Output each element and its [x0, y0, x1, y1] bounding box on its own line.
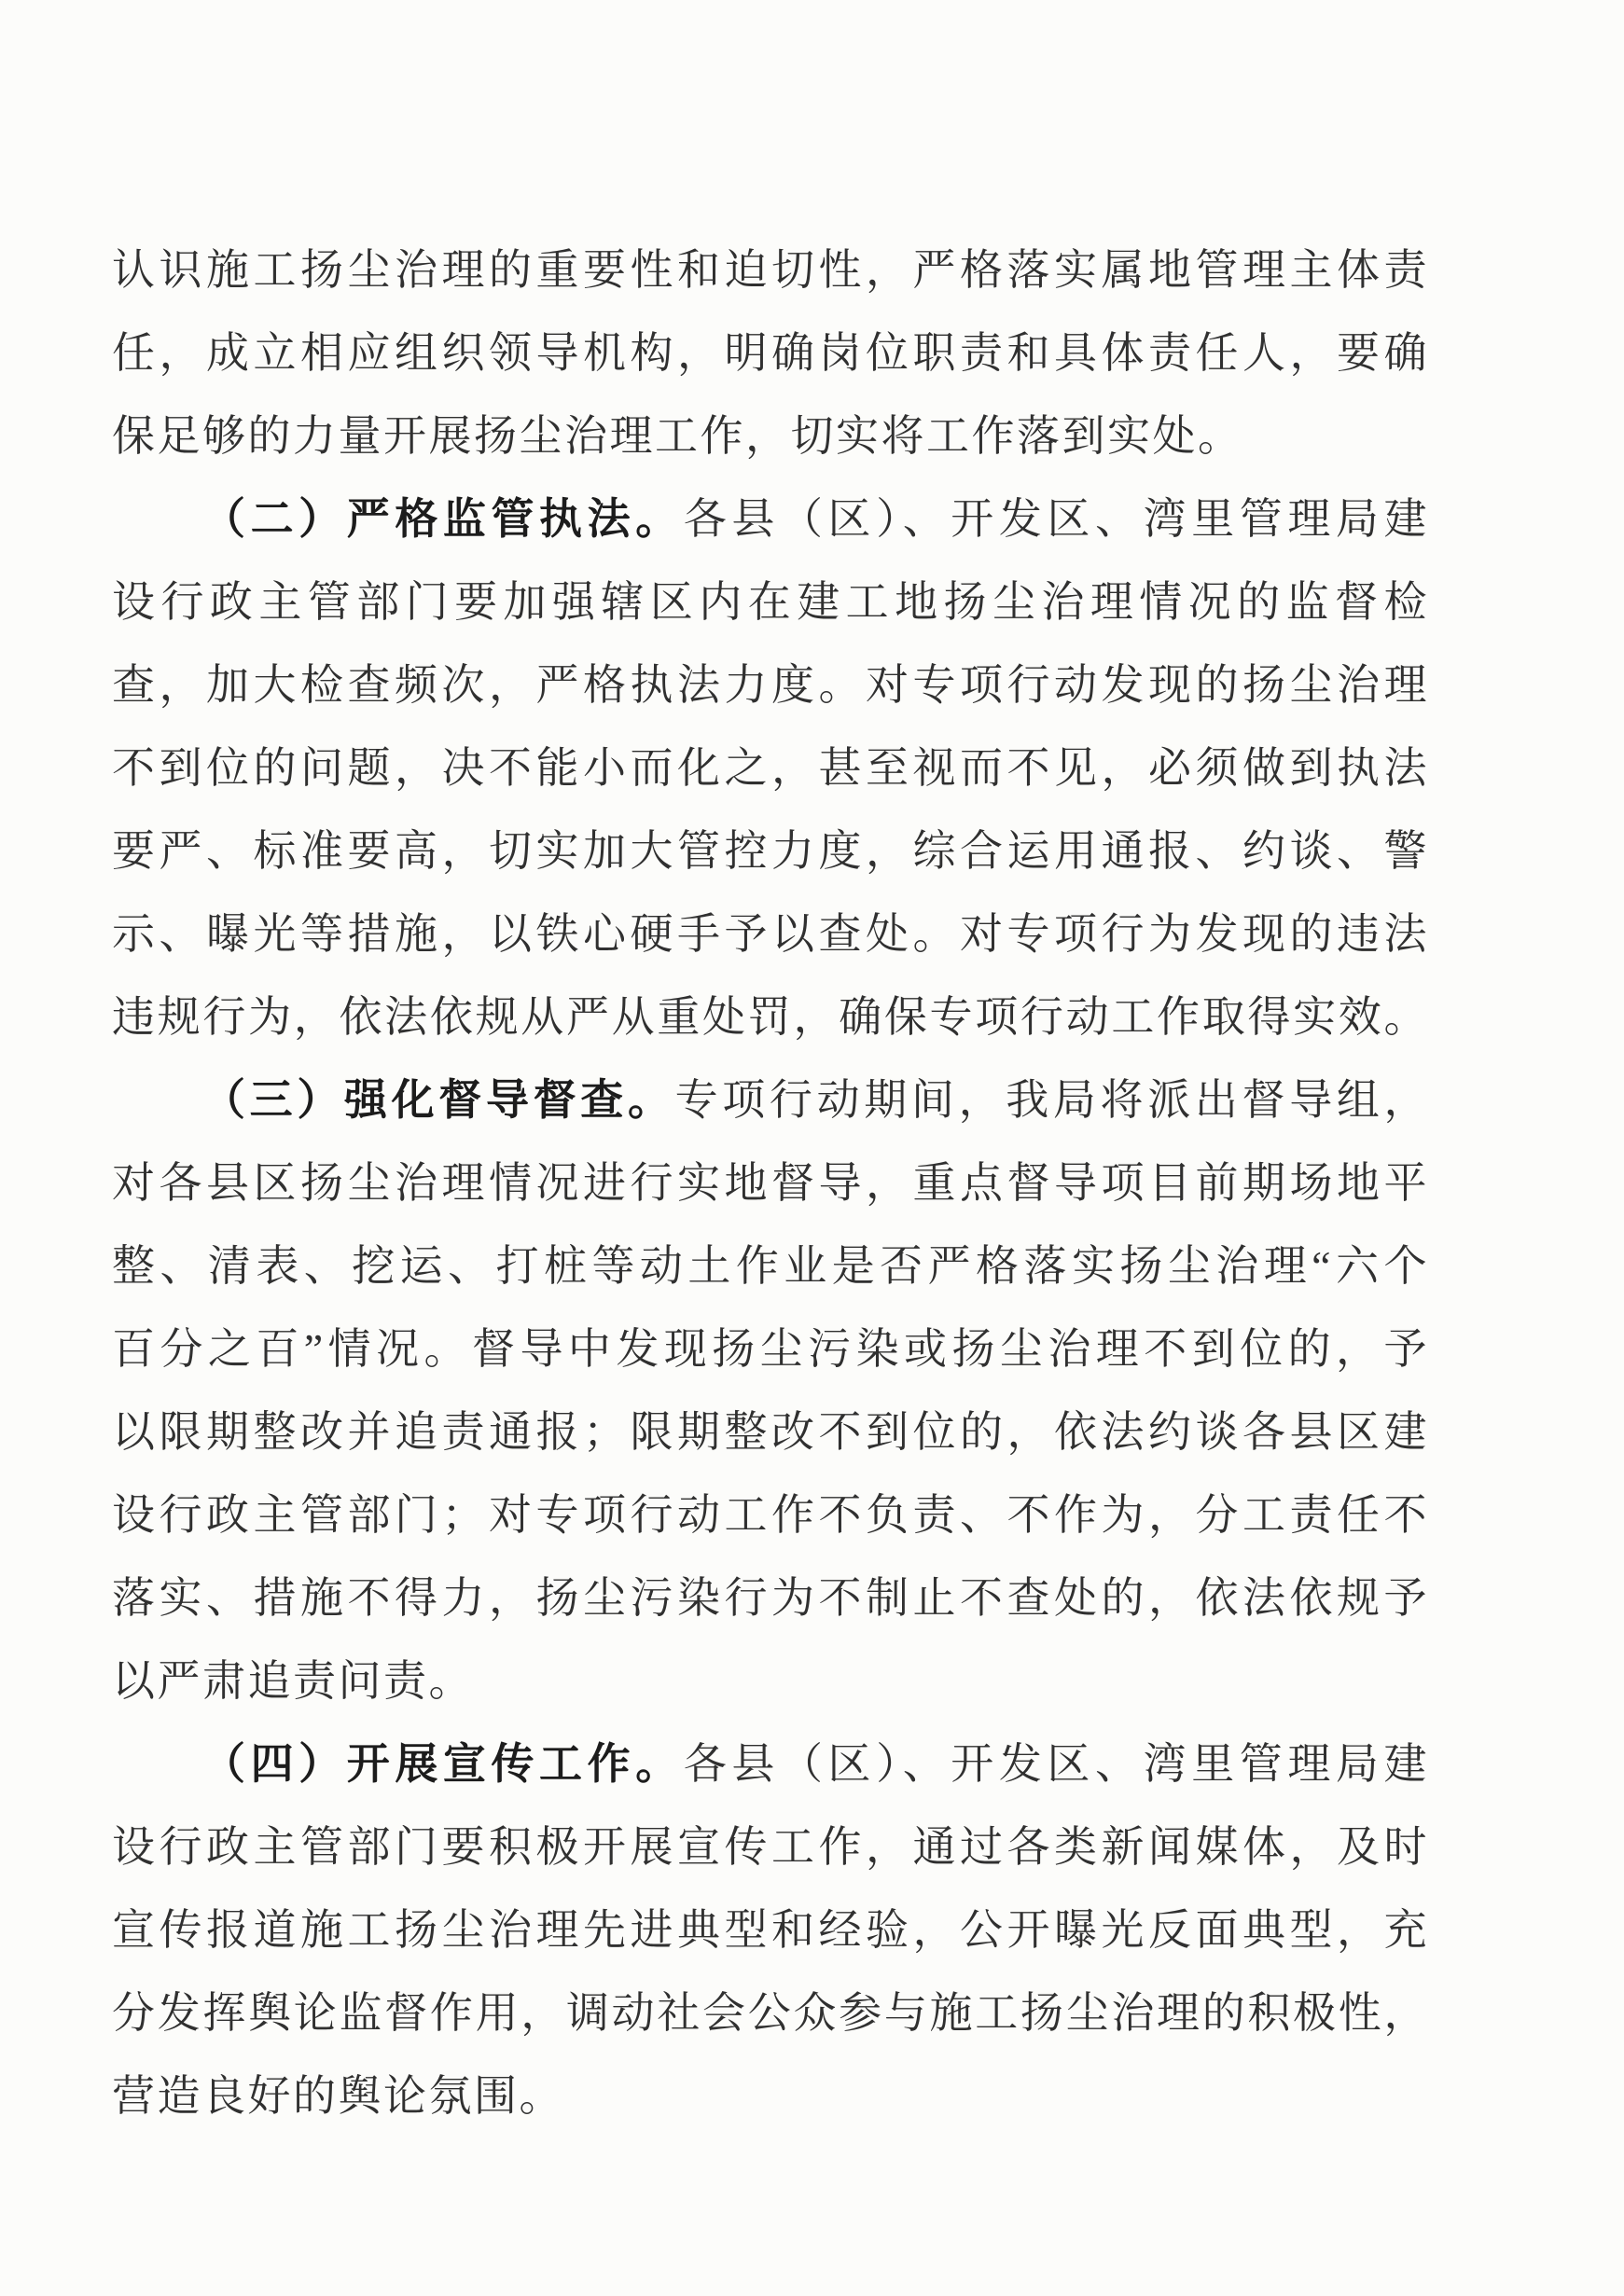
paragraph-line — [112, 975, 1429, 1058]
line-text: 以限期整改并追责通报；限期整改不到位的，依法约谈各县区建 — [112, 1408, 1429, 1456]
paragraph-line — [112, 1141, 1429, 1224]
line-text: 违规行为，依法依规从严从重处罚，确保专项行动工作取得实效。 — [112, 993, 1429, 1041]
section-heading: （二）严格监管执法。 — [202, 495, 684, 543]
paragraph-line-with-section-heading — [112, 477, 1429, 560]
line-text: 查，加大检查频次，严格执法力度。对专项行动发现的扬尘治理 — [112, 661, 1429, 709]
paragraph-line — [112, 643, 1429, 726]
paragraph-line — [112, 892, 1429, 975]
line-text: 对各县区扬尘治理情况进行实地督导，重点督导项目前期场地平 — [112, 1159, 1429, 1207]
paragraph-line — [112, 1390, 1429, 1473]
paragraph-line — [112, 228, 1429, 311]
line-text: 营造良好的舆论氛围。 — [112, 2072, 564, 2120]
paragraph-line — [112, 560, 1429, 643]
paragraph-line — [112, 2054, 1429, 2137]
line-text: 要严、标准要高，切实加大管控力度，综合运用通报、约谈、警 — [112, 827, 1429, 875]
line-text: 设行政主管部门要加强辖区内在建工地扬尘治理情况的监督检 — [112, 578, 1429, 626]
line-text: 整、清表、挖运、打桩等动土作业是否严格落实扬尘治理“六个 — [112, 1242, 1429, 1290]
paragraph-line — [112, 394, 1429, 477]
line-text: 分发挥舆论监督作用，调动社会公众参与施工扬尘治理的积极性， — [112, 1989, 1429, 2037]
paragraph-line — [112, 1473, 1429, 1556]
line-text: 专项行动期间，我局将派出督导组， — [674, 1076, 1429, 1124]
paragraph-line — [112, 1639, 1429, 1722]
paragraph-line-with-section-heading — [112, 1058, 1429, 1141]
line-text: 示、曝光等措施，以铁心硬手予以查处。对专项行为发现的违法 — [112, 910, 1429, 958]
line-text: 以严肃追责问责。 — [112, 1657, 474, 1705]
paragraph-line — [112, 1556, 1429, 1639]
paragraph-line-with-section-heading — [112, 1722, 1429, 1805]
line-text: 设行政主管部门要积极开展宣传工作，通过各类新闻媒体，及时 — [112, 1823, 1429, 1871]
paragraph-line — [112, 311, 1429, 394]
line-text: 各县（区）、开发区、湾里管理局建 — [683, 495, 1429, 543]
line-text: 百分之百”情况。督导中发现扬尘污染或扬尘治理不到位的，予 — [112, 1325, 1429, 1373]
document-body — [112, 228, 1429, 2137]
paragraph-line — [112, 1224, 1429, 1307]
paragraph-line — [112, 1888, 1429, 1971]
section-heading: （三）强化督导督查。 — [202, 1076, 675, 1124]
line-text: 设行政主管部门；对专项行动工作不负责、不作为，分工责任不 — [112, 1491, 1429, 1539]
paragraph-line — [112, 1971, 1429, 2054]
line-text: 任，成立相应组织领导机构，明确岗位职责和具体责任人，要确 — [112, 329, 1429, 377]
section-heading: （四）开展宣传工作。 — [202, 1740, 684, 1788]
line-text: 各县（区）、开发区、湾里管理局建 — [683, 1740, 1429, 1788]
paragraph-line — [112, 809, 1429, 892]
line-text: 认识施工扬尘治理的重要性和迫切性，严格落实属地管理主体责 — [112, 246, 1429, 294]
line-text: 不到位的问题，决不能小而化之，甚至视而不见，必须做到执法 — [112, 744, 1429, 792]
paragraph-line — [112, 726, 1429, 809]
line-text: 保足够的力量开展扬尘治理工作，切实将工作落到实处。 — [112, 412, 1243, 460]
paragraph-line — [112, 1307, 1429, 1390]
paragraph-line — [112, 1805, 1429, 1888]
line-text: 宣传报道施工扬尘治理先进典型和经验，公开曝光反面典型，充 — [112, 1906, 1429, 1954]
line-text: 落实、措施不得力，扬尘污染行为不制止不查处的，依法依规予 — [112, 1574, 1429, 1622]
